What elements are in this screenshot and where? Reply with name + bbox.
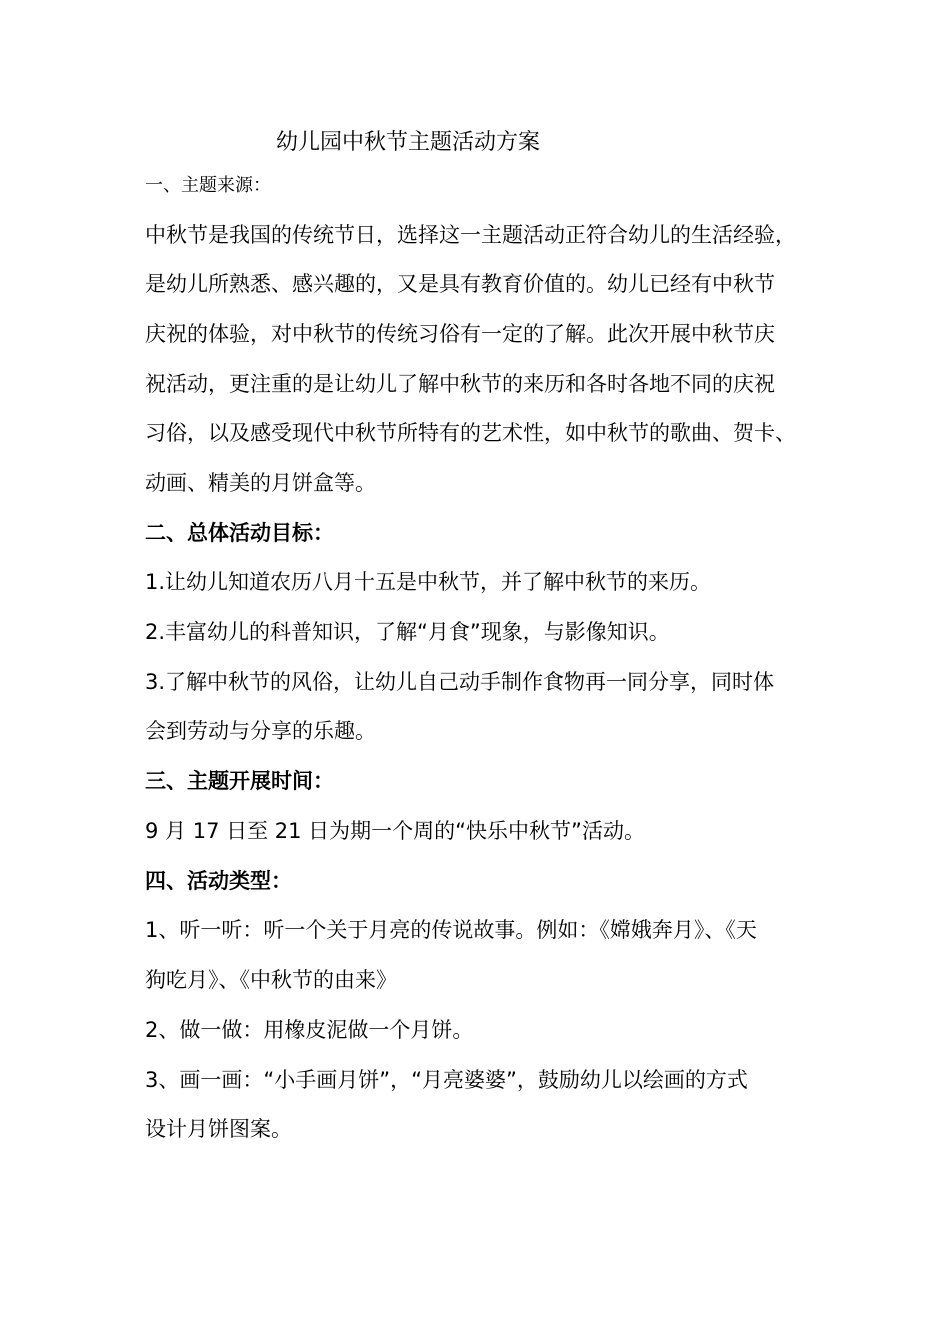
- section-1-heading: 一、主题来源：: [145, 175, 271, 196]
- document-title: 幼儿园中秋节主题活动方案: [276, 130, 541, 155]
- section-4-line-2: 狗吃月》、《中秋节的由来》: [145, 968, 397, 992]
- section-1-line-2: 是幼儿所熟悉、感兴趣的，又是具有教育价值的。幼儿已经有中秋节: [145, 272, 775, 296]
- section-1-line-3: 庆祝的体验，对中秋节的传统习俗有一定的了解。此次开展中秋节庆: [145, 322, 775, 346]
- section-3-line-1: 9 月 17 日至 21 日为期一个周的“快乐中秋节”活动。: [145, 819, 645, 843]
- section-1-line-5: 习俗，以及感受现代中秋节所特有的艺术性，如中秋节的歌曲、贺卡、: [145, 421, 796, 445]
- section-2-line-4: 会到劳动与分享的乐趣。: [145, 719, 376, 743]
- section-2-line-1: 1.让幼儿知道农历八月十五是中秋节，并了解中秋节的来历。: [145, 570, 712, 594]
- section-2-line-3: 3.了解中秋节的风俗，让幼儿自己动手制作食物再一同分享，同时体: [145, 670, 775, 694]
- section-3-heading: 三、主题开展时间：: [145, 769, 334, 793]
- section-4-line-1: 1、听一听：听一个关于月亮的传说故事。例如：《嫦娥奔月》、《天: [145, 918, 757, 942]
- section-4-line-4: 3、画一画：“小手画月饼”，“月亮婆婆”，鼓励幼儿以绘画的方式: [145, 1068, 748, 1092]
- section-1-line-4: 祝活动，更注重的是让幼儿了解中秋节的来历和各时各地不同的庆祝: [145, 372, 775, 396]
- section-1-line-1: 中秋节是我国的传统节日，选择这一主题活动正符合幼儿的生活经验，: [145, 223, 796, 247]
- section-2-line-2: 2.丰富幼儿的科普知识，了解“月食”现象，与影像知识。: [145, 620, 670, 644]
- section-4-line-3: 2、做一做：用橡皮泥做一个月饼。: [145, 1018, 474, 1042]
- section-4-heading: 四、活动类型：: [145, 869, 292, 893]
- section-4-line-5: 设计月饼图案。: [145, 1117, 292, 1141]
- section-1-line-6: 动画、精美的月饼盒等。: [145, 471, 376, 495]
- section-2-heading: 二、总体活动目标：: [145, 521, 334, 545]
